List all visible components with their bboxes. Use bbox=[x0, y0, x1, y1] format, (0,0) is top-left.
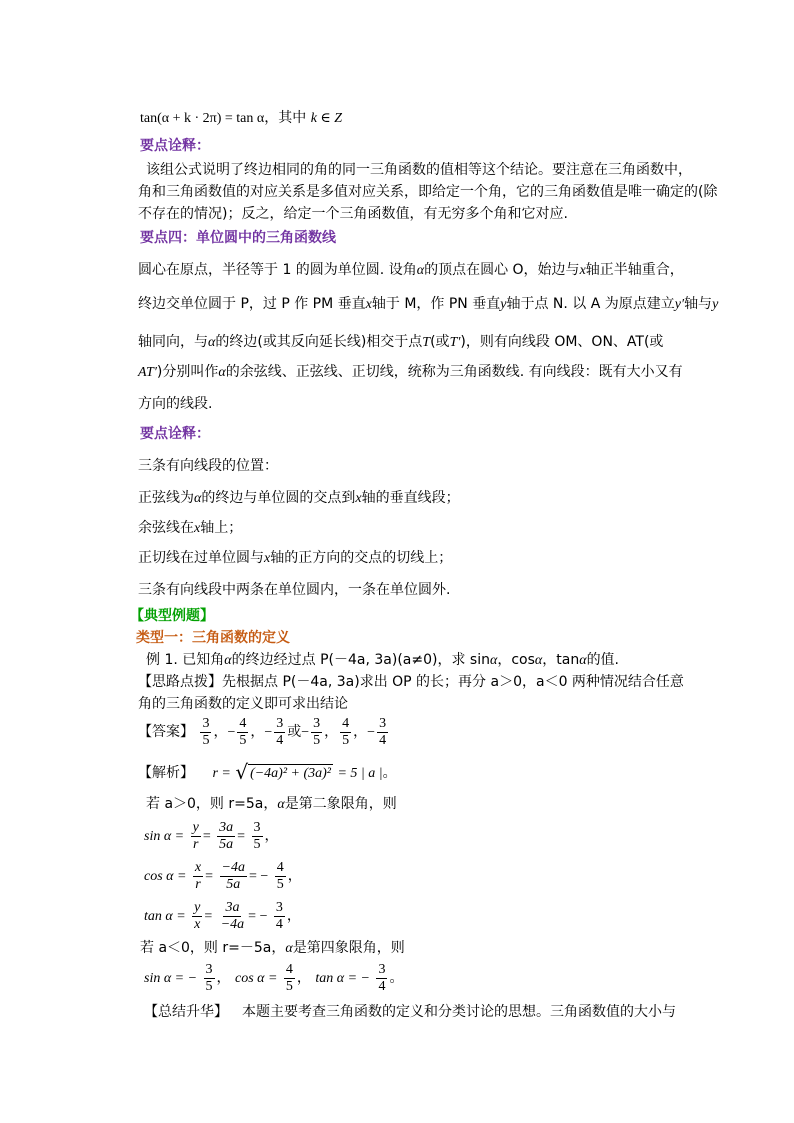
cos-equation: cos α = $\frac{x}{r}$ = $\frac{-4a}{5a}$ = − $\frac{4}{5}$ ， bbox=[144, 859, 302, 892]
analysis-line: 【解析】 r = √ (−4a)² + (3a)² = 5 | a |。 bbox=[138, 760, 397, 784]
summary-line: 【总结升华】 本题主要考查三角函数的定义和分类讨论的思想。三角函数值的大小与 bbox=[144, 1004, 676, 1020]
note-heading: 要点诠释： bbox=[140, 426, 210, 442]
section-heading: 要点四：单位圆中的三角函数线 bbox=[140, 230, 336, 246]
paragraph-line: 轴同向，与α的终边(或其反向延长线)相交于点T(或T′)，则有向线段 OM、ON、AT(或 bbox=[138, 334, 664, 350]
paragraph-line: 三条有向线段的位置： bbox=[138, 458, 278, 474]
example-statement: 例 1. 已知角α的终边经过点 P(－4a, 3a)(a≠0)，求 sinα，cosα，tanα的值. bbox=[146, 652, 620, 668]
paragraph-line: 该组公式说明了终边相同的角的同一三角函数的值相等这个结论。要注意在三角函数中， bbox=[146, 162, 692, 178]
paragraph-line: 三条有向线段中两条在单位圆内，一条在单位圆外. bbox=[138, 582, 451, 598]
paragraph-line: 余弦线在x轴上； bbox=[138, 520, 243, 536]
formula-tan-periodic: tan(α + k · 2π) = tan α，其中 k ∈ Z bbox=[140, 110, 343, 126]
case-line: 若 a＞0，则 r=5a，α是第二象限角，则 bbox=[146, 796, 397, 812]
paragraph-line: 正弦线为α的终边与单位圆的交点到x轴的垂直线段； bbox=[138, 490, 460, 506]
hint-line: 【思路点拨】先根据点 P(－4a, 3a)求出 OP 的长；再分 a＞0，a＜0 两种情况结合任意 bbox=[138, 674, 684, 690]
paragraph-line: 不存在的情况)；反之，给定一个三角函数值，有无穷多个角和它对应. bbox=[138, 206, 568, 222]
note-heading: 要点诠释： bbox=[140, 138, 210, 154]
answer-line: 【答案】 $\frac{3}{5}$ ，− $\frac{4}{5}$ ，− $\frac{3}{4}$ 或− $\frac{3}{5}$ ， $\frac{4}{5}$ ，− $\frac{3}{4}$ bbox=[138, 715, 387, 748]
sin-equation: sin α = $\frac{y}{r}$ = $\frac{3a}{5a}$ = $\frac{3}{5}$ ， bbox=[144, 819, 279, 852]
case-line: 若 a＜0，则 r=－5a，α是第四象限角，则 bbox=[140, 940, 405, 956]
paragraph-line: 圆心在原点，半径等于 1 的圆为单位圆. 设角α的顶点在圆心 O，始边与x轴正半轴重合， bbox=[138, 262, 684, 278]
examples-heading: 【典型例题】 bbox=[130, 608, 214, 624]
paragraph-line: 方向的线段. bbox=[138, 396, 213, 412]
paragraph-line: 终边交单位圆于 P，过 P 作 PM 垂直x轴于 M，作 PN 垂直y轴于点 N. 以 A 为原点建立y′轴与y bbox=[138, 296, 719, 312]
case2-equations: sin α = − $\frac{3}{5}$ ， cos α = $\frac{4}{5}$ ， tan α = − $\frac{3}{4}$ 。 bbox=[144, 961, 404, 994]
paragraph-line: 角和三角函数值的对应关系是多值对应关系，即给定一个角，它的三角函数值是唯一确定的(除 bbox=[138, 184, 718, 200]
paragraph-line: AT′)分别叫作α的余弦线、正弦线、正切线，统称为三角函数线. 有向线段：既有大小又有 bbox=[138, 364, 683, 380]
hint-line: 角的三角函数的定义即可求出结论 bbox=[138, 696, 348, 712]
type-heading: 类型一：三角函数的定义 bbox=[136, 630, 290, 646]
paragraph-line: 正切线在过单位圆与x轴的正方向的交点的切线上； bbox=[138, 550, 453, 566]
tan-equation: tan α = $\frac{y}{x}$ = $\frac{3a}{-4a}$ = − $\frac{3}{4}$ ， bbox=[144, 899, 301, 932]
